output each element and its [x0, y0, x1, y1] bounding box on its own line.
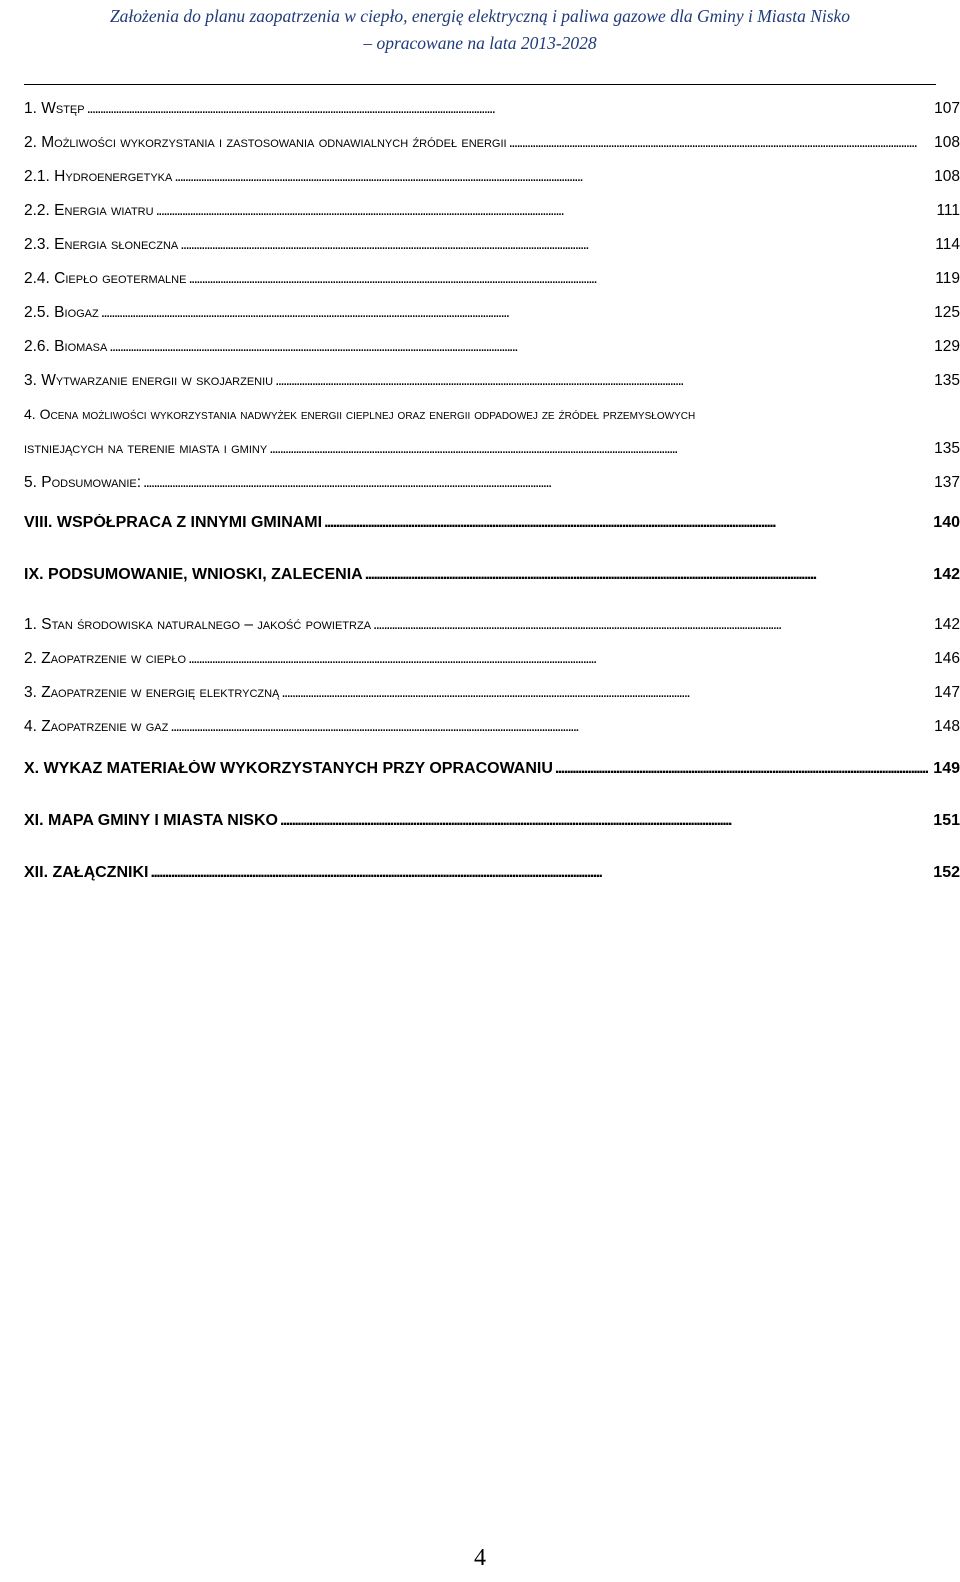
toc-page-number: 151 [933, 812, 960, 829]
toc-entry[interactable]: VIII. WSPÓŁPRACA Z INNYMI GMINAMI . . . 140 [24, 514, 960, 532]
toc-page-number: 149 [933, 760, 960, 777]
page-number: 4 [474, 1545, 486, 1571]
toc-entry[interactable]: 3. Zaopatrzenie w energię elektryczną . . . 147 [24, 684, 960, 702]
toc-page-number: 125 [934, 304, 960, 321]
toc-page-number: 108 [934, 168, 960, 185]
toc-page-number: 114 [935, 236, 960, 253]
toc-page-number: 142 [934, 616, 960, 633]
toc-entry[interactable]: 1. Wstęp . . . 107 [24, 100, 960, 118]
toc-page-number: 137 [934, 474, 960, 491]
toc-page-number: 111 [936, 202, 960, 219]
toc-entry[interactable]: 2.5. Biogaz . . . 125 [24, 304, 960, 322]
toc-entry[interactable]: XII. ZAŁĄCZNIKI . . . 152 [24, 864, 960, 882]
header-title: Założenia do planu zaopatrzenia w ciepło, energię elektryczną i paliwa gazowe dla Gminy i Miasta Nisko [109, 6, 851, 26]
toc-page-number: 135 [934, 440, 960, 457]
toc-page-number: 107 [934, 100, 960, 117]
toc-page-number: 152 [933, 864, 960, 881]
toc-page-number: 135 [934, 372, 960, 389]
toc-entry[interactable]: 3. Wytwarzanie energii w skojarzeniu . . . 135 [24, 372, 960, 390]
header-rule [24, 84, 936, 85]
toc-entry[interactable]: X. WYKAZ MATERIAŁÓW WYKORZYSTANYCH PRZY OPRACOWANIU . . . 149 [24, 760, 960, 778]
toc-page-number: 108 [934, 134, 960, 151]
toc-entry[interactable]: 1. Stan środowiska naturalnego – jakość powietrza . . . 142 [24, 616, 960, 634]
toc-page-number: 119 [935, 270, 960, 287]
toc-entry[interactable]: 2.1. Hydroenergetyka . . . 108 [24, 168, 960, 186]
toc-entry[interactable]: istniejących na terenie miasta i gminy . . . 135 [24, 440, 960, 458]
toc-page-number: 147 [934, 684, 960, 701]
toc-entry[interactable]: 2.2. Energia wiatru . . . 111 [24, 202, 960, 220]
toc-entry[interactable]: 2. Możliwości wykorzystania i zastosowania odnawialnych źródeł energii . . . 108 [24, 134, 960, 152]
toc-entry-first-line[interactable]: 4. Ocena możliwości wykorzystania nadwyżek energii cieplnej oraz energii odpadowej ze źródeł przemysłowych [24, 406, 696, 422]
toc-entry[interactable]: 2.4. Ciepło geotermalne . . . 119 [24, 270, 960, 288]
toc-page-number: 142 [933, 566, 960, 583]
toc-page-number: 140 [933, 514, 960, 531]
toc-entry[interactable]: 5. Podsumowanie: . . . 137 [24, 474, 960, 492]
toc-entry[interactable]: IX. PODSUMOWANIE, WNIOSKI, ZALECENIA . . . 142 [24, 566, 960, 584]
toc-entry[interactable]: 4. Zaopatrzenie w gaz . . . 148 [24, 718, 960, 736]
header-subtitle: – opracowane na lata 2013-2028 [363, 33, 597, 53]
toc-page-number: 146 [934, 650, 960, 667]
toc-entry[interactable]: 2.3. Energia słoneczna . . . 114 [24, 236, 960, 254]
toc-entry[interactable]: 2. Zaopatrzenie w ciepło . . . 146 [24, 650, 960, 668]
toc-entry[interactable]: XI. MAPA GMINY I MIASTA NISKO . . . 151 [24, 812, 960, 830]
toc-entry[interactable]: 2.6. Biomasa . . . 129 [24, 338, 960, 356]
toc-page-number: 129 [934, 338, 960, 355]
toc-page-number: 148 [934, 718, 960, 735]
